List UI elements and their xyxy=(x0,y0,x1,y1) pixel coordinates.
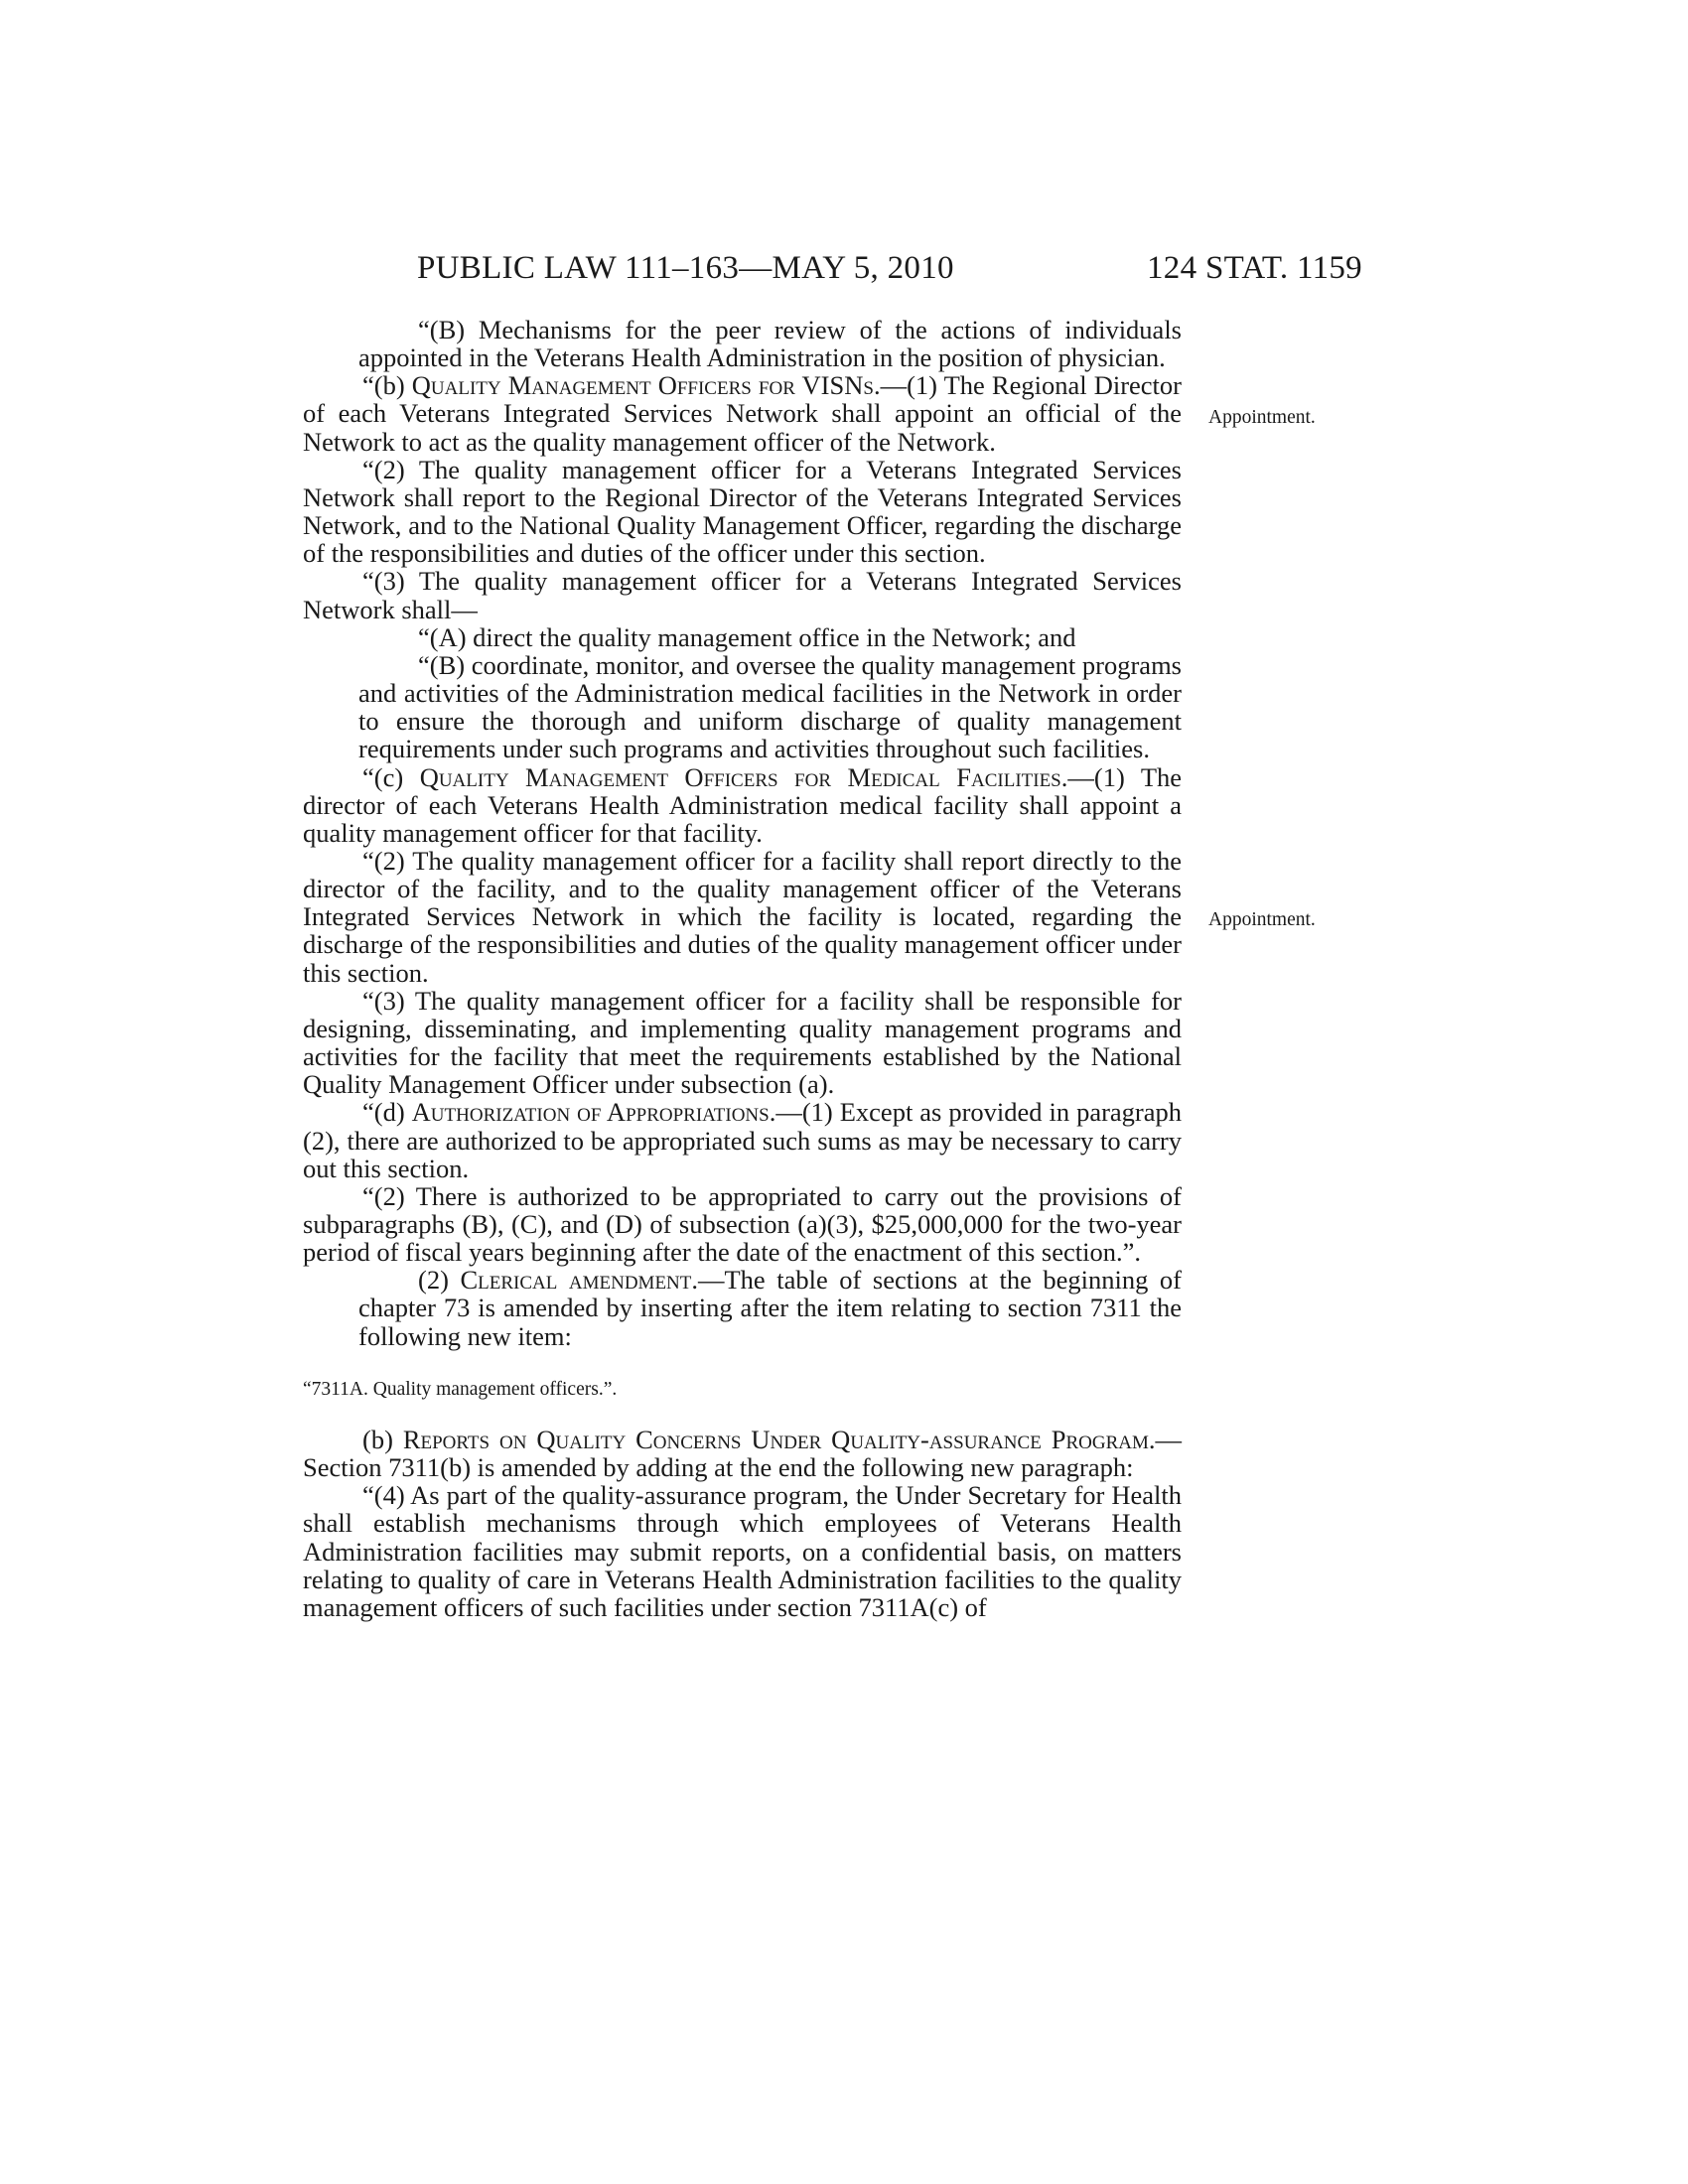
paragraph-4: “(4) As part of the quality-assurance program, the Under Secretary for Health shall establish mechanisms through which employees of Veterans Health Administration facilities may submit reports, on a confidential basis, on matters relating to quality of care in Veterans Health Administration facilities to the quality management officers of such facilities under section 7311A(c) of xyxy=(303,1480,1182,1622)
margin-note-appointment-2: Appointment. xyxy=(1208,909,1316,930)
paragraph-c-text: .—(1) The director of each Veterans Health Administration medical facility shall appoint a quality management officer for that facility. xyxy=(303,761,1183,848)
paragraph-b3: “(3) The quality management officer for a Veterans Integrated Services Network shall— xyxy=(303,566,1182,624)
paragraph-d-open: “(d) xyxy=(362,1097,405,1128)
paragraph-b-plural: s xyxy=(863,370,874,401)
paragraph-d2: “(2) There is authorized to be appropriated to carry out the provisions of subparagraphs (B), (C), and (D) of subsection (a)(3), $25,000,000 for the two-year period of fiscal years beginning after the date of the enactment of this section.”. xyxy=(303,1180,1182,1268)
paragraph-c-open: “(c) xyxy=(362,761,404,792)
paragraph-b3a: “(A) direct the quality management office in the Network; and xyxy=(418,621,1076,652)
paragraph-b-open: “(b) xyxy=(362,370,405,401)
paragraph-d-text: .—(1) Except as provided in paragraph (2), there are authorized to be appropriated such sums as may be necessary to carry out this section. xyxy=(303,1097,1183,1183)
paragraph-c-heading: Quality Management Officers for Medical Facilities xyxy=(419,761,1061,792)
paragraph-b3b: “(B) coordinate, monitor, and oversee the quality management programs and activities of the Administration medical facilities in the Network in order to ensure the thorough and uniform discharge of quality management requirements under such programs and activities throughout such facilities. xyxy=(358,649,1182,764)
clerical-heading: Clerical amendment xyxy=(460,1265,692,1296)
reports-open: (b) xyxy=(362,1424,393,1454)
clerical-text: .—The table of sections at the beginning of chapter 73 is amended by inserting after the item relating to section 7311 the following new item: xyxy=(358,1265,1182,1351)
page-reference: 124 STAT. 1159 xyxy=(1147,250,1362,286)
margin-note-appointment-1: Appointment. xyxy=(1208,407,1316,428)
clerical-open: (2) xyxy=(418,1265,449,1296)
paragraph-c3: “(3) The quality management officer for a facility shall be responsible for designing, disseminating, and implementing quality management programs and activities for the facility that meet the requirements established by the National Quality Management Officer under subsection (a). xyxy=(303,985,1182,1100)
page-body xyxy=(303,316,1182,1621)
table-of-sections-item: “7311A. Quality management officers.”. xyxy=(303,1378,618,1400)
paragraph-b-text: .—(1) The Regional Director of each Veterans Integrated Services Network shall appoint an official of the Network to act as the quality management officer of the Network. xyxy=(303,370,1182,457)
paragraph-b-visn: VISN xyxy=(801,370,864,401)
paragraph-b-heading: Quality Management Officers for xyxy=(411,370,795,401)
paragraph-b2: “(2) The quality management officer for a Veterans Integrated Services Network shall report to the Regional Director of the Veterans Integrated Services Network, and to the National Quality Management Officer, regarding the discharge of the responsibilities and duties of the officer under this section. xyxy=(303,454,1182,569)
reports-heading: Reports on Quality Concerns Under Quality-assurance Program xyxy=(402,1424,1149,1454)
paragraph-c1 xyxy=(303,763,1182,847)
paragraph-c2: “(2) The quality management officer for a facility shall report directly to the director of the facility, and to the quality management officer of the Veterans Integrated Services Network in which the facility is located, regarding the discharge of the responsibilities and duties of the quality management officer under this section. xyxy=(303,845,1182,988)
paragraph-clerical-amendment xyxy=(358,1266,1182,1349)
paragraph-b1 xyxy=(303,371,1182,455)
paragraph-d-heading: Authorization of Appropriations xyxy=(411,1097,770,1128)
paragraph-d1 xyxy=(303,1098,1182,1181)
paragraph-reports xyxy=(303,1426,1182,1481)
paragraph-a3b: “(B) Mechanisms for the peer review of the actions of individuals appointed in the Veterans Health Administration in the position of physician. xyxy=(358,315,1182,373)
running-header-title: PUBLIC LAW 111–163—MAY 5, 2010 xyxy=(417,250,954,286)
reports-text: .—Section 7311(b) is amended by adding at the end the following new paragraph: xyxy=(303,1424,1182,1483)
